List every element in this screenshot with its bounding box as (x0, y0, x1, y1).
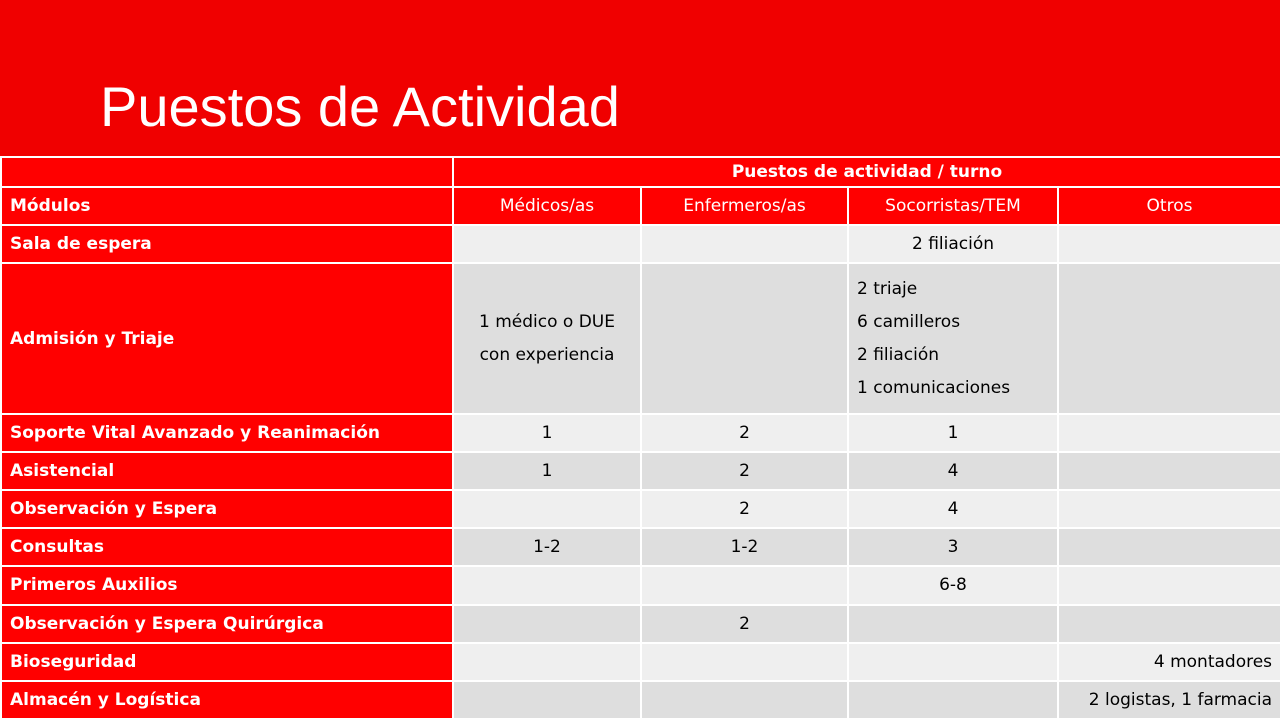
cell-line: 6 camilleros (857, 311, 961, 332)
table-cell: 1-2 (641, 528, 848, 566)
table-cell (1058, 566, 1280, 604)
table-cell (848, 605, 1058, 643)
table-cell: 1-2 (453, 528, 641, 566)
table-cell (453, 225, 641, 263)
cell-line: 2 triaje (857, 278, 918, 299)
modules-header: Módulos (1, 187, 453, 225)
row-label: Observación y Espera (1, 490, 453, 528)
row-label: Almacén y Logística (1, 681, 453, 719)
row-label: Soporte Vital Avanzado y Reanimación (1, 414, 453, 452)
table-cell: 2 logistas, 1 farmacia (1058, 681, 1280, 719)
table-cell (641, 566, 848, 604)
row-label: Sala de espera (1, 225, 453, 263)
header-corner (1, 157, 453, 187)
table-cell: 4 (848, 490, 1058, 528)
table-cell (1058, 528, 1280, 566)
table-cell: 6-8 (848, 566, 1058, 604)
table-row (1, 452, 1280, 490)
table-row (1, 528, 1280, 566)
table-cell (848, 681, 1058, 719)
table-cell (1058, 263, 1280, 414)
table-cell: 2 (641, 414, 848, 452)
table-cell (453, 681, 641, 719)
table-cell: 2 (641, 490, 848, 528)
table-cell (848, 263, 1058, 414)
cell-line: 2 filiación (857, 344, 940, 365)
table-cell (641, 681, 848, 719)
table-cell (641, 225, 848, 263)
table-cell (1058, 414, 1280, 452)
column-header-enfermeros: Enfermeros/as (641, 187, 848, 225)
table-row (1, 643, 1280, 681)
table-row (1, 566, 1280, 604)
table-row (1, 225, 1280, 263)
table-row (1, 414, 1280, 452)
table-row (1, 605, 1280, 643)
table-row (1, 681, 1280, 719)
table-cell: 2 (641, 605, 848, 643)
table-cell (453, 566, 641, 604)
table-cell (1058, 605, 1280, 643)
table-cell (453, 643, 641, 681)
column-header-socorristas: Socorristas/TEM (848, 187, 1058, 225)
table-cell: 4 (848, 452, 1058, 490)
row-label: Bioseguridad (1, 643, 453, 681)
table-cell (453, 605, 641, 643)
cell-line: con experiencia (479, 344, 615, 365)
table-cell (848, 643, 1058, 681)
table-cell (453, 490, 641, 528)
table-cell (1058, 452, 1280, 490)
table-cell: 2 filiación (848, 225, 1058, 263)
table-cell (641, 263, 848, 414)
table-cell: 4 montadores (1058, 643, 1280, 681)
table-cell: 2 (641, 452, 848, 490)
page-title: Puestos de Actividad (100, 75, 620, 138)
table-cell: 3 (848, 528, 1058, 566)
row-label: Asistencial (1, 452, 453, 490)
activity-table (0, 156, 1280, 720)
table-row (1, 490, 1280, 528)
table-cell: 1 (453, 452, 641, 490)
table-cell: 1 (453, 414, 641, 452)
table-row (1, 263, 1280, 414)
table-cell (453, 263, 641, 414)
cell-line: 1 comunicaciones (857, 377, 1011, 398)
row-label: Primeros Auxilios (1, 566, 453, 604)
column-header-medicos: Médicos/as (453, 187, 641, 225)
table-cell (641, 643, 848, 681)
column-header-otros: Otros (1058, 187, 1280, 225)
table-cell (1058, 490, 1280, 528)
row-label: Admisión y Triaje (1, 263, 453, 414)
row-label: Observación y Espera Quirúrgica (1, 605, 453, 643)
table-cell: 1 (848, 414, 1058, 452)
row-label: Consultas (1, 528, 453, 566)
cell-line: 1 médico o DUE (479, 311, 615, 332)
table-cell (1058, 225, 1280, 263)
group-header: Puestos de actividad / turno (453, 157, 1280, 187)
